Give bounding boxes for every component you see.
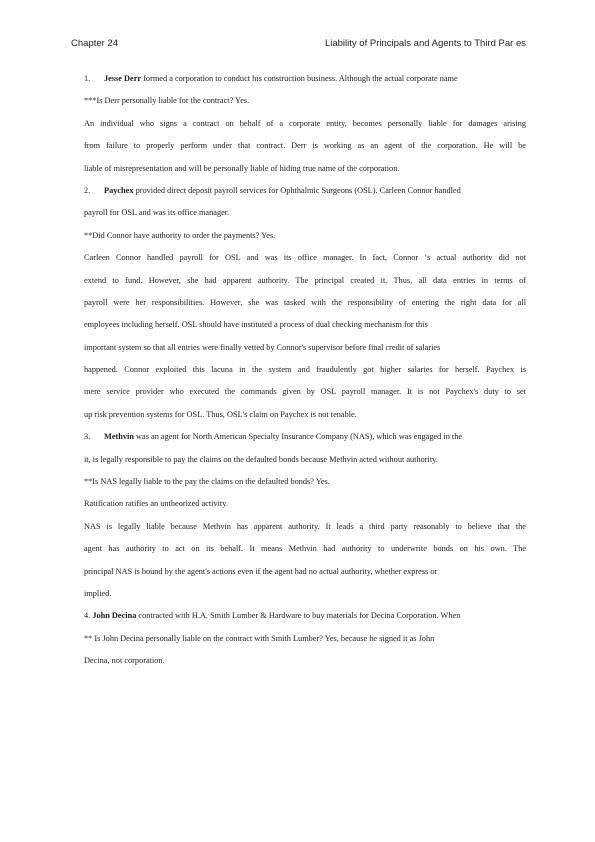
q2-answer-line: up risk prevention systems for OSL. Thus, OSL's claim on Paychex is not tenable. (84, 409, 357, 419)
q1-party: Jesse Derr (104, 74, 142, 83)
q2-answer-line: payroll were her responsibilities. However, she was tasked with the responsibility of entering the right data for all (84, 297, 526, 307)
q1-statement (84, 68, 526, 90)
q2-statement (84, 180, 526, 202)
q4-question-cont: Decina, not corporation. (84, 656, 165, 666)
q3-answer-line: principal NAS is bound by the agent's actions even if the agent had no actual authority, whether express or (84, 566, 438, 576)
q2-question: **Did Connor have authority to order the payments? Yes. (84, 230, 276, 240)
q4-text: contracted with H.A. Smith Lumber & Hardware to buy materials for Decina Corporation. When (136, 611, 461, 621)
q2-number: 2. (84, 185, 91, 195)
q1-number: 1. (84, 74, 91, 83)
q3-answer-line: NAS is legally liable because Methvin has apparent authority. It leads a third party reasonably to believe that the (84, 521, 526, 531)
q2-answer-line: mere service provider who executed the commands given by OSL payroll manager. It is not Paychex's duty to set (84, 387, 526, 397)
q4-number: 4. (84, 611, 91, 621)
q1-answer-line: from failure to properly perform under that contract. Derr is working as an agent of the corporation. He will be (84, 141, 526, 151)
q3-statement (84, 426, 526, 448)
q3-answer-line: agent has authority to act on its behalf. It means Methvin had authority to underwrite bonds on his own. The (84, 544, 526, 554)
q2-answer-line: extend to fund. However, she had apparent authority. The principal created it. Thus, all data entries in terms of (84, 275, 526, 285)
q2-answer-line: Carleen Connor handled payroll for OSL and was its office manager. In fact, Connor ‘s actual authority did not (84, 253, 526, 263)
q3-question: **Is NAS legally liable to the pay the claims on the defaulted bonds? Yes. (84, 477, 330, 487)
q2-answer-line: important system so that all entries were finally vetted by Connor's supervisor before final credit of salaries (84, 342, 441, 352)
document-body (84, 68, 526, 673)
q3-text: was an agent for North American Specialty Insurance Company (NAS), which was engaged in the (133, 432, 463, 442)
q1-question: ***Is Derr personally liable for the contract? Yes. (84, 96, 250, 106)
q3-note: Ratification ratifies an untheorized activity. (84, 499, 228, 509)
q1-answer-line: An individual who signs a contract on behalf of a corporate entity, becomes personally liable for damages arising (84, 118, 526, 128)
q1-answer-line: liable of misrepresentation and will be personally liable of hiding true name of the corporation. (84, 163, 400, 173)
q3-answer-line: implied. (84, 588, 112, 598)
q2-party: Paychex (104, 185, 134, 195)
q4-question: ** Is John Decina personally liable on the contract with Smith Lumber? Yes, because he signed it as John (84, 633, 435, 643)
q2-answer-line: employees including herself. OSL should have instituted a process of dual checking mechanism for this (84, 320, 428, 330)
q4-statement (84, 605, 526, 627)
chapter-label: Chapter 24 (71, 38, 119, 49)
q3-party: Methvin (104, 432, 134, 442)
q4-party: John Decina (92, 611, 137, 621)
q2-answer-line: happened. Connor exploited this lacuna in the system and fraudulently got higher salaries for herself. Paychex is (84, 365, 526, 375)
q3-statement-cont: it, is legally responsible to pay the claims on the defaulted bonds because Methvin acted without authority. (84, 454, 438, 464)
q2-statement-cont: payroll for OSL and was its office manager. (84, 208, 230, 218)
q2-text: provided direct deposit payroll services for Ophthalmic Surgeons (OSL). Carleen Connor handled (133, 185, 461, 195)
running-title: Liability of Principals and Agents to Third Par es (324, 38, 526, 49)
q3-number: 3. (84, 432, 91, 442)
q1-text: formed a corporation to conduct his construction business. Although the actual corporate name (141, 74, 458, 83)
